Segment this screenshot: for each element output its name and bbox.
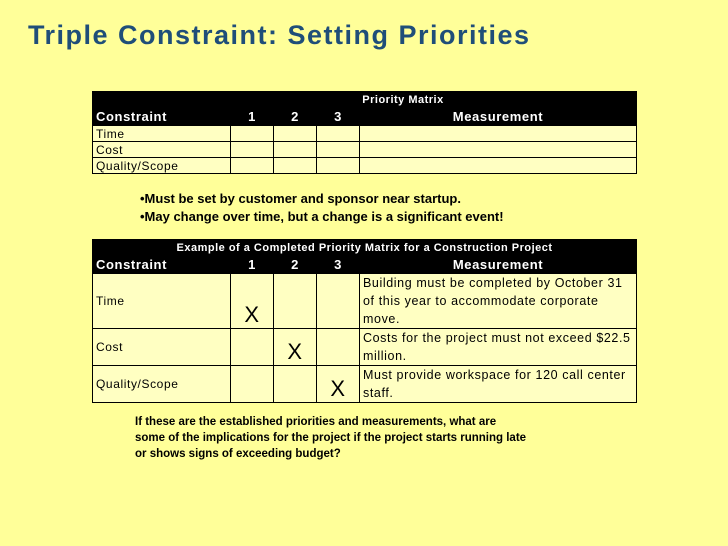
table-row	[93, 366, 637, 403]
constraint-cell: Cost	[93, 142, 231, 158]
priority-cell: X	[317, 366, 360, 403]
priority-cell	[274, 126, 317, 142]
question-line: some of the implications for the project if the project starts running late	[135, 432, 527, 444]
constraint-cell: Time	[93, 274, 231, 329]
priority-cell	[231, 142, 274, 158]
table-row	[93, 142, 637, 158]
priority-cell	[274, 366, 317, 403]
priority-cell	[317, 142, 360, 158]
priority-matrix-example	[92, 239, 637, 403]
priority-cell: X	[231, 274, 274, 329]
header-priority-1: 1	[231, 108, 274, 126]
priority-matrix-blank	[92, 91, 637, 174]
measurement-cell	[360, 158, 637, 174]
constraint-cell: Cost	[93, 329, 231, 366]
priority-cell	[274, 274, 317, 329]
measurement-cell: Costs for the project must not exceed $22.5 million.	[360, 329, 637, 366]
table-row	[93, 158, 637, 174]
header-measurement: Measurement	[360, 108, 637, 126]
header-measurement: Measurement	[360, 256, 637, 274]
discussion-question	[135, 414, 615, 462]
priority-cell	[274, 158, 317, 174]
measurement-cell: Must provide workspace for 120 call center staff.	[360, 366, 637, 403]
priority-cell: X	[274, 329, 317, 366]
header-constraint: Constraint	[93, 108, 231, 126]
constraint-cell: Time	[93, 126, 231, 142]
priority-cell	[231, 158, 274, 174]
priority-cell	[231, 126, 274, 142]
matrix-caption: Priority Matrix	[93, 92, 637, 108]
header-priority-2: 2	[274, 108, 317, 126]
priority-cell	[317, 274, 360, 329]
question-line: or shows signs of exceeding budget?	[135, 448, 341, 460]
priority-cell	[317, 329, 360, 366]
header-row	[93, 108, 637, 126]
header-priority-3: 3	[317, 256, 360, 274]
table-row	[93, 274, 637, 329]
bullet-list	[140, 190, 504, 226]
priority-cell	[274, 142, 317, 158]
measurement-cell	[360, 126, 637, 142]
measurement-cell	[360, 142, 637, 158]
priority-cell	[231, 366, 274, 403]
bullet-item: •May change over time, but a change is a significant event!	[140, 209, 504, 224]
priority-cell	[231, 329, 274, 366]
bullet-item: •Must be set by customer and sponsor near startup.	[140, 191, 461, 206]
constraint-cell: Quality/Scope	[93, 366, 231, 403]
header-constraint: Constraint	[93, 256, 231, 274]
priority-cell	[317, 126, 360, 142]
header-priority-1: 1	[231, 256, 274, 274]
slide-title: Triple Constraint: Setting Priorities	[28, 20, 531, 50]
table-row	[93, 126, 637, 142]
header-priority-3: 3	[317, 108, 360, 126]
table-row	[93, 329, 637, 366]
constraint-cell: Quality/Scope	[93, 158, 231, 174]
header-row	[93, 256, 637, 274]
matrix-caption: Example of a Completed Priority Matrix for a Construction Project	[93, 240, 637, 256]
measurement-cell: Building must be completed by October 31 of this year to accommodate corporate move.	[360, 274, 637, 329]
priority-cell	[317, 158, 360, 174]
header-priority-2: 2	[274, 256, 317, 274]
question-line: If these are the established priorities and measurements, what are	[135, 416, 497, 428]
